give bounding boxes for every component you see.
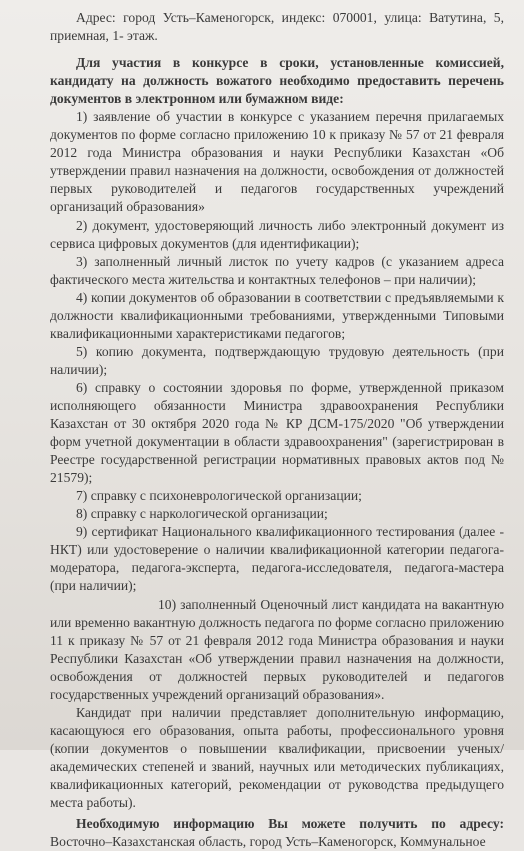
additional-info-paragraph: Кандидат при наличии представляет дополнительную информацию, касающуюся его образования, опыта работы, профессионального уровня (копии документов о повышении квалификации, присвоении ученых/академических степеней и званий, научных или методических публикациях, квалификационных категорий, рекомендации от руководства предыдущего места работы). — [50, 704, 504, 811]
list-item: 8) справку с наркологической организации; — [76, 506, 328, 522]
intro-paragraph: Для участия в конкурсе в сроки, установленные комиссией, кандидату на должность вожатого необходимо предоставить перечень документов в электронном или бумажном виде: — [50, 55, 504, 107]
list-item: 10) заполненный Оценочный лист кандидата на вакантную или временно вакантную должность педагога по форме согласно приложению 11 к приказу № 57 от 21 февраля 2012 года Министра образования и науки Республики Казахстан «Об утверждении правил назначения на должности, освобождения от должностей первых руководителей и педагогов государственных учреждений организаций образования». — [50, 596, 504, 702]
address-paragraph: Адрес: город Усть–Каменогорск, индекс: 070001, улица: Ватутина, 5, приемная, 1- этаж. — [50, 10, 504, 44]
list-item: 4) копии документов об образовании в соответствии с предъявляемыми к должности квалификационными требованиями, утвержденными Типовыми квалификационными характеристиками педагогов; — [50, 289, 504, 341]
list-item: 7) справку с психоневрологической организации; — [76, 488, 362, 504]
list-item: 9) сертификат Национального квалификационного тестирования (далее - НКТ) или удостоверение о наличии квалификационной категории педагога-модератора, педагога-эксперта, педагога-исследователя, педагога-мастера (при наличии); — [50, 524, 504, 594]
list-item: 2) документ, удостоверяющий личность либо электронный документ из сервиса цифровых документов (для идентификации); — [50, 217, 504, 251]
contact-paragraph — [50, 815, 504, 851]
list-item: 6) справку о состоянии здоровья по форме, утвержденной приказом исполняющего обязанности Министра здравоохранения Республики Казахстан от 30 октября 2020 года № КР ДСМ-175/2020 "Об утверждении форм учетной документации в области здравоохранения" (зарегистрирован в Реестре государственной регистрации нормативных правовых актов под № 21579); — [50, 379, 504, 486]
list-item: 5) копию документа, подтверждающую трудовую деятельность (при наличии); — [50, 343, 504, 377]
list-item: 1) заявление об участии в конкурсе с указанием перечня прилагаемых документов по форме согласно приложению 10 к приказу № 57 от 21 февраля 2012 года Министра образования и науки Республики Казахстан «Об утверждении правил назначения на должности, освобождения от должностей первых руководителей и педагогов государственных учреждений организаций образования» — [50, 109, 504, 215]
contact-address: Восточно–Казахстанская область, город Усть–Каменогорск, Коммунальное — [50, 834, 486, 850]
document-body — [50, 9, 504, 851]
contact-lead: Необходимую информацию Вы можете получить по адресу: — [76, 816, 504, 832]
list-item: 3) заполненный личный листок по учету кадров (с указанием адреса фактического места жительства и контактных телефонов – при наличии); — [50, 253, 504, 287]
